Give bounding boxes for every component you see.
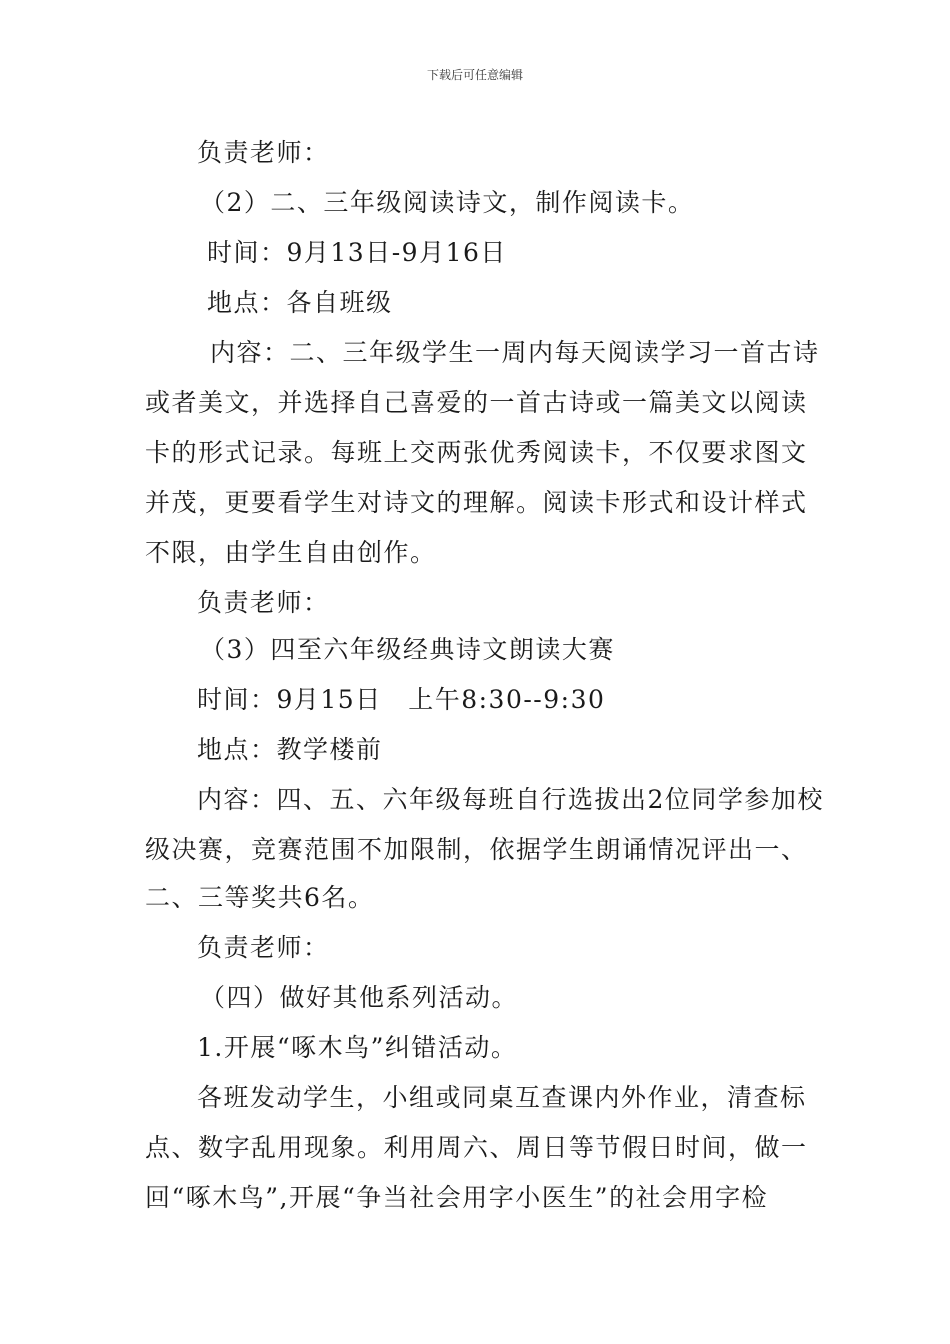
paragraph-line: 或者美文，并选择自己喜爱的一首古诗或一篇美文以阅读 xyxy=(145,388,808,417)
paragraph-line: 回“啄木鸟”,开展“争当社会用字小医生”的社会用字检 xyxy=(145,1183,769,1212)
paragraph-line: 各班发动学生，小组或同桌互查课内外作业，清查标 xyxy=(197,1083,807,1112)
paragraph-line: 内容：二、三年级学生一周内每天阅读学习一首古诗 xyxy=(210,338,820,367)
paragraph-line: 负责老师： xyxy=(197,588,330,617)
paragraph-line: 1.开展“啄木鸟”纠错活动。 xyxy=(197,1033,518,1062)
paragraph-line: 卡的形式记录。每班上交两张优秀阅读卡，不仅要求图文 xyxy=(145,438,808,467)
paragraph-line: 不限，由学生自由创作。 xyxy=(145,538,437,567)
paragraph-line: 二、三等奖共6名。 xyxy=(145,883,375,912)
paragraph-line: 负责老师： xyxy=(197,138,330,167)
paragraph-line: 负责老师： xyxy=(197,933,330,962)
paragraph-line: 点、数字乱用现象。利用周六、周日等节假日时间，做一 xyxy=(145,1133,808,1162)
paragraph-line: （3）四至六年级经典诗文朗读大赛 xyxy=(200,635,615,664)
paragraph-line: 时间：9月13日-9月16日 xyxy=(207,238,507,267)
paragraph-line: 地点：各自班级 xyxy=(207,288,393,317)
paragraph-line: 内容：四、五、六年级每班自行选拔出2位同学参加校 xyxy=(197,785,824,814)
paragraph-line: （2）二、三年级阅读诗文，制作阅读卡。 xyxy=(200,188,695,217)
page-header: 下载后可任意编辑 xyxy=(426,68,523,82)
paragraph-line: 级决赛，竞赛范围不加限制，依据学生朗诵情况评出一、 xyxy=(145,835,808,864)
paragraph-line: 并茂，更要看学生对诗文的理解。阅读卡形式和设计样式 xyxy=(145,488,808,517)
paragraph-line: 地点：教学楼前 xyxy=(197,735,383,764)
paragraph-line: 时间：9月15日 上午8:30--9:30 xyxy=(197,685,606,714)
paragraph-line: （四）做好其他系列活动。 xyxy=(200,983,519,1012)
